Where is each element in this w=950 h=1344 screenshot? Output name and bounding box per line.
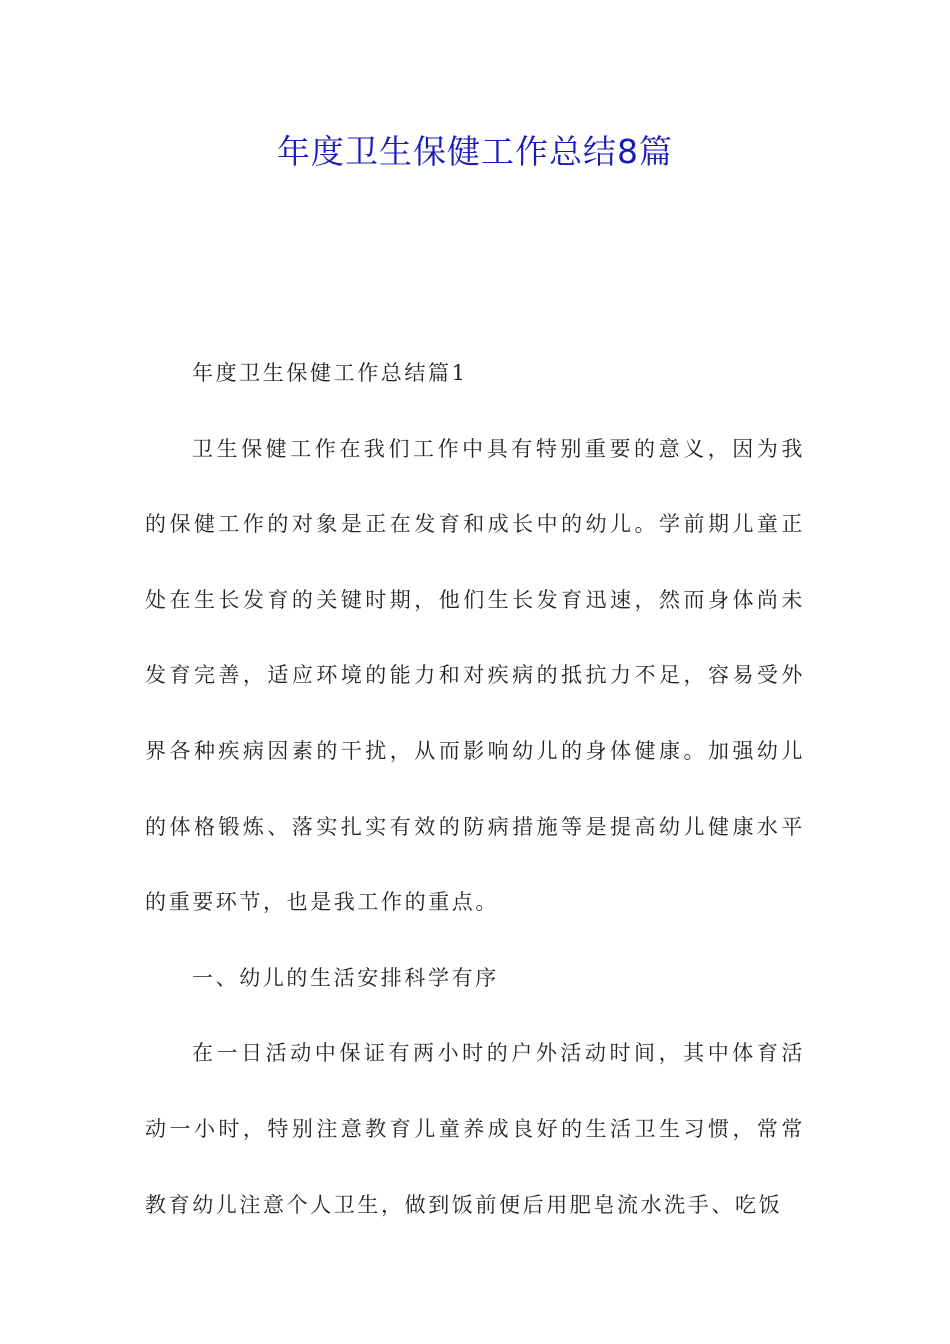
body-paragraph: 在一日活动中保证有两小时的户外活动时间，其中体育活动一小时，特别注意教育儿童养成良好的生活卫生习惯，常常教育幼儿注意个人卫生，做到饭前便后用肥皂流水洗手、吃饭 <box>145 1041 805 1217</box>
document-title: 年度卫生保健工作总结8篇 <box>277 132 673 171</box>
section-heading-1: 年度卫生保健工作总结篇1 <box>192 361 468 385</box>
body-paragraph: 卫生保健工作在我们工作中具有特别重要的意义，因为我的保健工作的对象是正在发育和成长中的幼儿。学前期儿童正处在生长发育的关键时期，他们生长发育迅速，然而身体尚未发育完善，适应环境的能力和对疾病的抵抗力不足，容易受外界各种疾病因素的干扰，从而影响幼儿的身体健康。加强幼儿的体格锻炼、落实扎实有效的防病措施等是提高幼儿健康水平的重要环节，也是我工作的重点。 <box>145 436 805 915</box>
document-body <box>145 336 805 1243</box>
section-heading-2: 一、幼儿的生活安排科学有序 <box>192 965 499 990</box>
